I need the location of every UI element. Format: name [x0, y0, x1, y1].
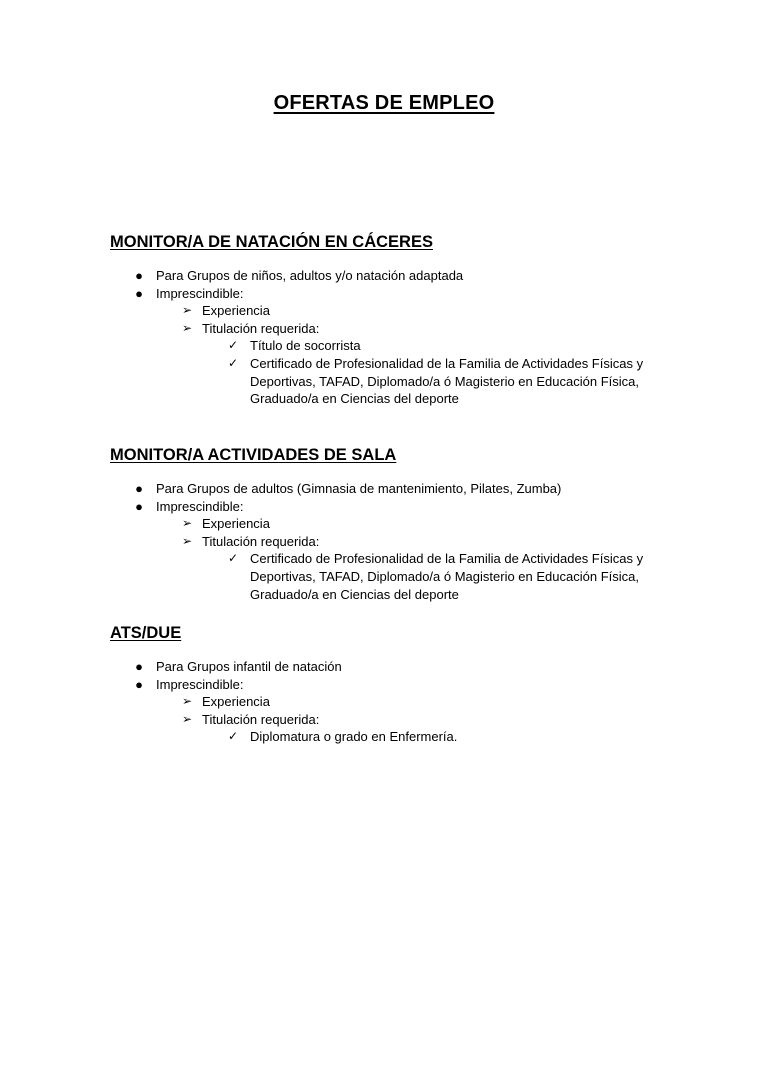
experience-text: Experiencia	[202, 694, 270, 710]
requirements-list	[110, 267, 670, 408]
qualification-text: Certificado de Profesionalidad de la Familia de Actividades Físicas y Deportivas, TAFAD, Diplomado/a ó Magisterio en Educación Física, Graduado/a en Ciencias del deporte	[250, 355, 644, 407]
target-group-text: Para Grupos de niños, adultos y/o natación adaptada	[156, 268, 464, 283]
titulacion-label: Titulación requerida:	[202, 711, 320, 727]
checkmark-icon: ✓	[227, 551, 239, 566]
required-label: Imprescindible:	[156, 676, 244, 692]
qualifications-list	[202, 337, 670, 407]
arrowhead-icon: ➢	[181, 320, 193, 335]
bullet-dot-icon: ●	[135, 268, 143, 283]
bullet-dot-icon: ●	[135, 659, 143, 674]
required-label: Imprescindible:	[156, 285, 244, 301]
titulacion-label: Titulación requerida:	[202, 533, 320, 549]
checkmark-icon: ✓	[227, 338, 239, 353]
bullet-dot-icon: ●	[135, 498, 143, 514]
target-group-text: Para Grupos infantil de natación	[156, 659, 342, 674]
list-item	[156, 515, 670, 533]
experience-text: Experiencia	[202, 303, 270, 319]
list-item	[156, 711, 670, 746]
list-item	[156, 320, 670, 408]
qualification-text: Certificado de Profesionalidad de la Familia de Actividades Físicas y Deportivas, TAFAD, Diplomado/a ó Magisterio en Educación Física, Graduado/a en Ciencias del deporte	[250, 551, 644, 602]
list-item	[156, 533, 670, 603]
required-label: Imprescindible:	[156, 498, 244, 514]
qualification-text: Título de socorrista	[250, 338, 361, 354]
required-sublist	[156, 302, 670, 408]
list-item	[110, 267, 670, 285]
arrowhead-icon: ➢	[181, 711, 193, 726]
required-sublist	[156, 693, 670, 746]
list-item	[202, 355, 670, 408]
experience-text: Experiencia	[202, 516, 270, 532]
titulacion-label: Titulación requerida:	[202, 320, 320, 336]
qualifications-list	[202, 728, 670, 746]
checkmark-icon: ✓	[227, 729, 239, 744]
requirements-list	[110, 658, 670, 746]
bullet-dot-icon: ●	[135, 481, 143, 496]
section-heading: MONITOR/A DE NATACIÓN EN CÁCERES	[110, 233, 433, 251]
job-offer-swim-instructor	[110, 231, 670, 408]
list-item	[156, 302, 670, 320]
qualifications-list	[202, 550, 670, 603]
requirements-list	[110, 480, 670, 603]
bullet-dot-icon: ●	[135, 676, 143, 692]
list-item	[110, 480, 670, 498]
list-item	[110, 658, 670, 676]
checkmark-icon: ✓	[227, 355, 239, 370]
section-heading: ATS/DUE	[110, 624, 182, 642]
list-item	[110, 676, 670, 746]
list-item	[202, 728, 670, 746]
list-item	[202, 337, 670, 355]
list-item	[110, 498, 670, 604]
list-item	[110, 285, 670, 408]
required-sublist	[156, 515, 670, 603]
page-title: OFERTAS DE EMPLEO	[273, 92, 495, 114]
job-offer-room-activities	[110, 444, 670, 603]
list-item	[156, 693, 670, 711]
section-heading: MONITOR/A ACTIVIDADES DE SALA	[110, 446, 397, 464]
arrowhead-icon: ➢	[181, 303, 193, 318]
bullet-dot-icon: ●	[135, 285, 143, 301]
job-offer-ats-due	[110, 622, 670, 746]
list-item	[202, 550, 670, 603]
arrowhead-icon: ➢	[181, 533, 193, 548]
arrowhead-icon: ➢	[181, 516, 193, 531]
arrowhead-icon: ➢	[181, 694, 193, 709]
target-group-text: Para Grupos de adultos (Gimnasia de mantenimiento, Pilates, Zumba)	[156, 481, 562, 496]
qualification-text: Diplomatura o grado en Enfermería.	[250, 729, 458, 745]
